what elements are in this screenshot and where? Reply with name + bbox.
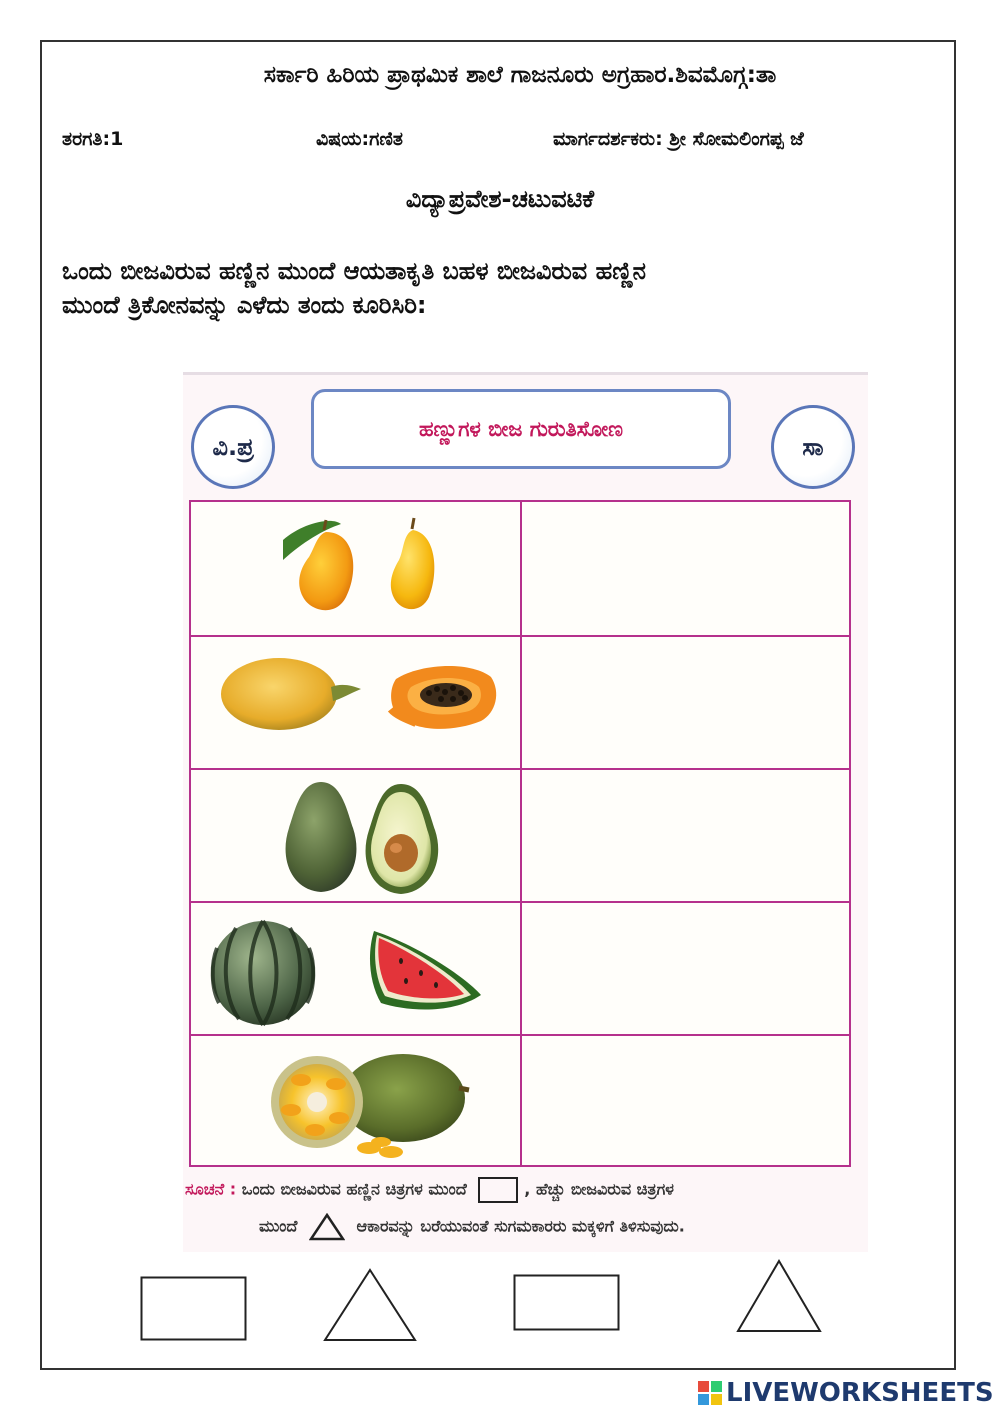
note-label: ಸೂಚನೆ : <box>185 1179 237 1199</box>
answer-cell[interactable] <box>522 903 849 1036</box>
note-text-3: ಮುಂದೆ <box>259 1216 298 1236</box>
jackfruit-icon <box>191 1036 520 1169</box>
badge-right: ಸಾ <box>771 405 855 489</box>
papaya-cell <box>191 637 520 770</box>
draggable-rectangle[interactable] <box>140 1276 248 1342</box>
papaya-icon <box>191 637 520 770</box>
triangle-icon <box>309 1213 345 1241</box>
answer-cell[interactable] <box>522 1036 849 1169</box>
answer-cell[interactable] <box>522 770 849 903</box>
activity-title: ವಿದ್ಯಾಪ್ರವೇಶ-ಚಟುವಟಿಕೆ <box>405 185 595 213</box>
worksheet-banner: ಹಣ್ಣುಗಳ ಬೀಜ ಗುರುತಿಸೋಣ <box>311 389 731 469</box>
note-text-2: , ಹೆಚ್ಚು ಬೀಜವಿರುವ ಚಿತ್ರಗಳ <box>524 1179 674 1199</box>
table-row <box>191 635 849 770</box>
watermelon-icon <box>191 903 520 1036</box>
mango-cell <box>191 502 520 635</box>
jackfruit-cell <box>191 1036 520 1169</box>
table-row <box>191 768 849 903</box>
draggable-triangle[interactable] <box>736 1259 822 1333</box>
fruit-table <box>189 500 851 1167</box>
table-row <box>191 1034 849 1169</box>
avocado-icon <box>191 770 520 903</box>
instruction-line-1: ಒಂದು ಬೀಜವಿರುವ ಹಣ್ಣಿನ ಮುಂದೆ ಆಯತಾಕೃತಿ ಬಹಳ ಬೀಜವಿರುವ ಹಣ್ಣಿನ <box>62 257 646 285</box>
draggable-triangle[interactable] <box>323 1268 417 1342</box>
instruction-text <box>62 254 942 322</box>
fruit-seed-worksheet <box>183 372 868 1252</box>
note-text-1: ಒಂದು ಬೀಜವಿರುವ ಹಣ್ಣಿನ ಚಿತ್ರಗಳ ಮುಂದೆ <box>241 1179 467 1199</box>
liveworksheets-logo <box>698 1378 994 1408</box>
watermelon-cell <box>191 903 520 1036</box>
mango-icon <box>191 502 520 635</box>
table-row <box>191 502 849 635</box>
draggable-rectangle[interactable] <box>513 1274 621 1332</box>
instruction-line-2: ಮುಂದೆ ತ್ರಿಕೋನವನ್ನು ಎಳೆದು ತಂದು ಕೂರಿಸಿರಿ: <box>62 291 427 319</box>
class-label: ತರಗತಿ:1 <box>62 128 124 150</box>
subject-label: ವಿಷಯ:ಗಣಿತ <box>316 128 403 150</box>
rectangle-icon <box>478 1177 518 1203</box>
answer-cell[interactable] <box>522 502 849 635</box>
school-title: ಸರ್ಕಾರಿ ಹಿರಿಯ ಪ್ರಾಥಮಿಕ ಶಾಲೆ ಗಾಜನೂರು ಅಗ್ರಹಾರ.ಶಿವಮೊಗ್ಗ:ತಾ <box>263 62 777 88</box>
answer-cell[interactable] <box>522 637 849 770</box>
note-text-4: ಆಕಾರವನ್ನು ಬರೆಯುವಂತೆ ಸುಗಮಕಾರರು ಮಕ್ಕಳಿಗೆ ತಿಳಿಸುವುದು. <box>356 1216 685 1236</box>
guide-label: ಮಾರ್ಗದರ್ಶಕರು: ಶ್ರೀ ಸೋಮಲಿಂಗಪ್ಪ ಜೆ <box>553 128 804 150</box>
liveworksheets-badge-icon <box>698 1381 722 1405</box>
table-row <box>191 901 849 1036</box>
avocado-cell <box>191 770 520 903</box>
badge-left: ವಿ.ಪ್ರ <box>191 405 275 489</box>
brand-name: LIVEWORKSHEETS <box>726 1378 994 1408</box>
